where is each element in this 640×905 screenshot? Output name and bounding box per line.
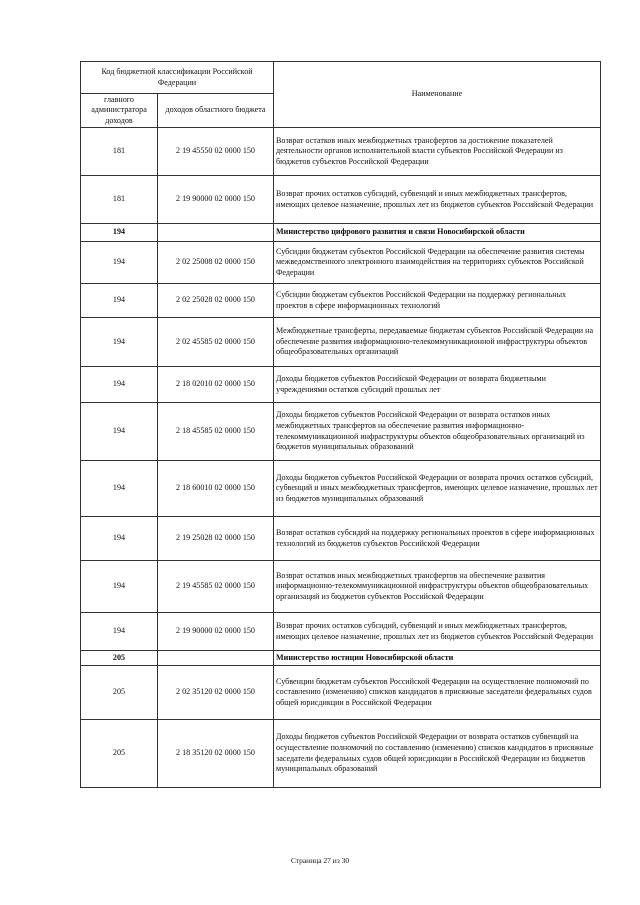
header-admin: главного администратора доходов <box>81 94 158 128</box>
budget-classification-table <box>80 61 601 788</box>
header-row-top <box>81 62 601 94</box>
income-code: 2 18 45585 02 0000 150 <box>158 403 274 461</box>
row-name: Возврат остатков иных межбюджетных трансфертов за достижение показателей деятельности органов исполнительной власти субъектов Российской Федерации из бюджетов субъектов Российской Федерации <box>274 128 601 176</box>
row-name: Доходы бюджетов субъектов Российской Федерации от возврата остатков субвенций на осуществление полномочий по составлению (изменению) списков кандидатов в присяжные заседатели федеральных судов общей юрисдикции в Российской Федерации из бюджетов муниципальных образований <box>274 720 601 788</box>
row-name: Возврат остатков субсидий на поддержку региональных проектов в сфере информационных технологий из бюджетов субъектов Российской Федерации <box>274 517 601 561</box>
admin-code: 194 <box>81 561 158 613</box>
income-code: 2 02 35120 02 0000 150 <box>158 666 274 720</box>
admin-code: 194 <box>81 367 158 403</box>
table-row <box>81 461 601 517</box>
table-row <box>81 517 601 561</box>
header-income: доходов областного бюджета <box>158 94 274 128</box>
admin-code: 194 <box>81 224 158 242</box>
income-code: 2 02 45585 02 0000 150 <box>158 318 274 367</box>
admin-code: 205 <box>81 720 158 788</box>
row-name: Субвенции бюджетам субъектов Российской Федерации на осуществление полномочий по составлению (изменению) списков кандидатов в присяжные заседатели федеральных судов общей юрисдикции в Российской Федерации <box>274 666 601 720</box>
section-title: Министерство цифрового развития и связи Новосибирской области <box>274 224 601 242</box>
admin-code: 205 <box>81 651 158 666</box>
income-code: 2 19 90000 02 0000 150 <box>158 613 274 651</box>
table-row <box>81 367 601 403</box>
row-name: Доходы бюджетов субъектов Российской Федерации от возврата бюджетными учреждениями остатков субсидий прошлых лет <box>274 367 601 403</box>
table-body <box>81 62 601 788</box>
row-name: Возврат прочих остатков субсидий, субвенций и иных межбюджетных трансфертов, имеющих целевое назначение, прошлых лет из бюджетов субъектов Российской Федерации <box>274 613 601 651</box>
row-name: Субсидии бюджетам субъектов Российской Федерации на обеспечение развития системы межведомственного электронного взаимодействия на территориях субъектов Российской Федерации <box>274 242 601 284</box>
table-row <box>81 284 601 318</box>
income-code <box>158 224 274 242</box>
table-row <box>81 128 601 176</box>
table-row <box>81 242 601 284</box>
admin-code: 194 <box>81 284 158 318</box>
header-name: Наименование <box>274 62 601 128</box>
admin-code: 194 <box>81 461 158 517</box>
table-row <box>81 613 601 651</box>
admin-code: 194 <box>81 613 158 651</box>
section-title: Министерство юстиции Новосибирской области <box>274 651 601 666</box>
row-name: Возврат остатков иных межбюджетных трансфертов на обеспечение развития информационно-телекоммуникационной инфраструктуры объектов общеобразовательных организаций из бюджетов субъектов Российской Федерации <box>274 561 601 613</box>
table-row <box>81 666 601 720</box>
income-code: 2 18 02010 02 0000 150 <box>158 367 274 403</box>
table-row <box>81 318 601 367</box>
table-row-section <box>81 224 601 242</box>
row-name: Возврат прочих остатков субсидий, субвенций и иных межбюджетных трансфертов, имеющих целевое назначение, прошлых лет из бюджетов субъектов Российской Федерации <box>274 176 601 224</box>
row-name: Субсидии бюджетам субъектов Российской Федерации на поддержку региональных проектов в сфере информационных технологий <box>274 284 601 318</box>
table-row <box>81 403 601 461</box>
admin-code: 194 <box>81 517 158 561</box>
income-code <box>158 651 274 666</box>
table-row <box>81 561 601 613</box>
income-code: 2 18 60010 02 0000 150 <box>158 461 274 517</box>
admin-code: 194 <box>81 242 158 284</box>
admin-code: 181 <box>81 176 158 224</box>
admin-code: 205 <box>81 666 158 720</box>
income-code: 2 19 90000 02 0000 150 <box>158 176 274 224</box>
income-code: 2 02 25008 02 0000 150 <box>158 242 274 284</box>
table-row <box>81 720 601 788</box>
row-name: Доходы бюджетов субъектов Российской Федерации от возврата остатков иных межбюджетных трансфертов на обеспечение развития информационно-телекоммуникационной инфраструктуры объектов общеобразовательных организаций из бюджетов муниципальных образований <box>274 403 601 461</box>
income-code: 2 19 45585 02 0000 150 <box>158 561 274 613</box>
income-code: 2 19 25028 02 0000 150 <box>158 517 274 561</box>
admin-code: 194 <box>81 403 158 461</box>
income-code: 2 02 25028 02 0000 150 <box>158 284 274 318</box>
page-number: Страница 27 из 30 <box>290 856 350 865</box>
admin-code: 181 <box>81 128 158 176</box>
admin-code: 194 <box>81 318 158 367</box>
row-name: Доходы бюджетов субъектов Российской Федерации от возврата прочих остатков субсидий, субвенций и иных межбюджетных трансфертов, имеющих целевое назначение, прошлых лет из бюджетов муниципальных образований <box>274 461 601 517</box>
income-code: 2 19 45550 02 0000 150 <box>158 128 274 176</box>
header-code-group: Код бюджетной классификации Российской Федерации <box>81 62 274 94</box>
row-name: Межбюджетные трансферты, передаваемые бюджетам субъектов Российской Федерации на обеспечение развития информационно-телекоммуникационной инфраструктуры объектов общеобразовательных организаций <box>274 318 601 367</box>
income-code: 2 18 35120 02 0000 150 <box>158 720 274 788</box>
table-row-section <box>81 651 601 666</box>
table-row <box>81 176 601 224</box>
